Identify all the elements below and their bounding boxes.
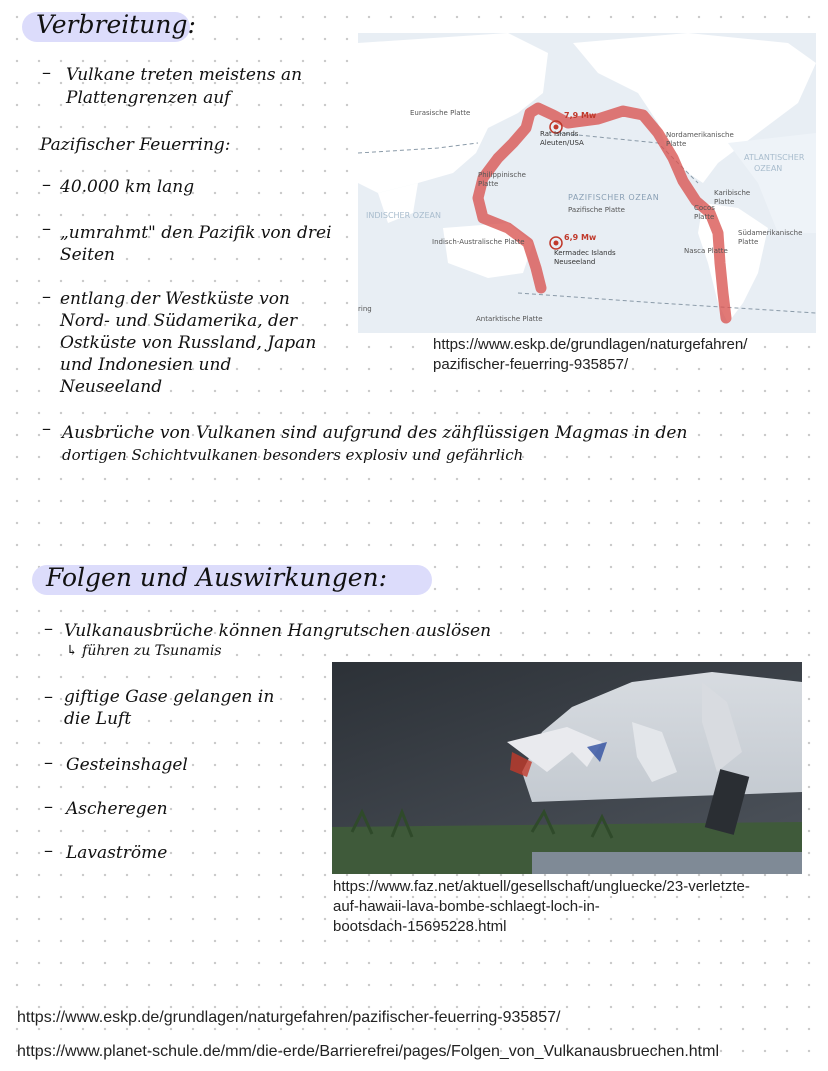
map-label-philippine-2: Platte	[478, 180, 499, 188]
photo-source-line-1[interactable]: https://www.faz.net/aktuell/gesellschaft/ungluecke/23-verletzte-	[333, 878, 750, 895]
bullet-dash: –	[42, 174, 51, 195]
s2-bullet-1: Vulkanausbrüche können Hangrutschen auslösen	[64, 621, 492, 641]
bullet-5-line-1: Ausbrüche von Vulkanen sind aufgrund des zähflüssigen Magmas in den	[62, 423, 688, 443]
map-label-kermadec-place-1: Kermadec Islands	[554, 249, 616, 257]
map-label-cocos-1: Cocos	[694, 204, 715, 212]
map-label-caribbean-1: Karibische	[714, 189, 751, 197]
map-source-line-2[interactable]: pazifischer-feuerring-935857/	[433, 356, 629, 373]
map-label-atlantic-2: OZEAN	[754, 164, 783, 173]
photo-source-line-2[interactable]: auf-hawaii-lava-bombe-schlaegt-loch-in-	[333, 898, 600, 915]
bullet-dash: –	[44, 796, 53, 817]
map-label-kermadec-mag: 6,9 Mw	[564, 233, 597, 242]
map-label-caribbean-2: Platte	[714, 198, 735, 206]
bullet-dash: –	[44, 840, 53, 861]
bullet-5-line-2: dortigen Schichtvulkanen besonders explosiv und gefährlich	[62, 446, 524, 464]
s2-bullet-5: Lavaströme	[66, 843, 168, 863]
bullet-4-line-2: Nord- und Südamerika, der	[60, 311, 298, 331]
bullet-dash: –	[44, 752, 53, 773]
map-label-kermadec-place-2: Neuseeland	[554, 258, 596, 266]
bullet-4-line-1: entlang der Westküste von	[60, 289, 290, 309]
section-title-folgen: Folgen und Auswirkungen:	[46, 563, 388, 592]
map-label-eurasian: Eurasische Platte	[410, 109, 471, 117]
bullet-4-line-3: Ostküste von Russland, Japan	[60, 333, 317, 353]
map-source-line-1[interactable]: https://www.eskp.de/grundlagen/naturgefahren/	[433, 336, 748, 353]
map-label-left-edge: ring	[358, 305, 372, 313]
s2-bullet-2-line-1: giftige Gase gelangen in	[64, 687, 275, 707]
s2-bullet-3: Gesteinshagel	[66, 755, 188, 775]
bullet-3-line-2: Seiten	[60, 245, 115, 265]
bullet-1-line-1: Vulkane treten meistens an	[66, 65, 303, 85]
map-graphic	[358, 33, 816, 333]
map-label-south-am-2: Platte	[738, 238, 759, 246]
source-link-2[interactable]: https://www.planet-schule.de/mm/die-erde/Barrierefrei/pages/Folgen_von_Vulkanausbruechen.html	[17, 1043, 720, 1060]
map-label-north-am-1: Nordamerikanische	[666, 131, 734, 139]
bullet-dash: –	[42, 218, 51, 239]
bullet-dash: –	[42, 286, 51, 307]
bullet-4-line-5: Neuseeland	[60, 377, 163, 397]
s2-bullet-4: Ascheregen	[66, 799, 168, 819]
s2-bullet-2-line-2: die Luft	[64, 709, 132, 729]
ring-of-fire-map	[358, 33, 816, 333]
bullet-2-line-1: 40.000 km lang	[60, 177, 195, 197]
bullet-dash: –	[44, 618, 53, 639]
map-label-nasca: Nasca Platte	[684, 247, 728, 255]
map-label-atlantic-1: ATLANTISCHER	[744, 153, 805, 162]
bullet-1-line-2: Plattengrenzen auf	[66, 88, 231, 108]
photo-source-line-3[interactable]: bootsdach-15695228.html	[333, 918, 507, 935]
s2-bullet-1-sub: ↳ führen zu Tsunamis	[66, 643, 222, 659]
map-label-indo-aus: Indisch-Australische Platte	[432, 238, 525, 246]
map-label-rat-place-1: Rat Islands	[540, 130, 579, 138]
map-label-pacific-plate: Pazifische Platte	[568, 206, 625, 214]
lava-bomb-boat-roof-photo	[332, 662, 802, 874]
bullet-dash: –	[42, 418, 51, 439]
map-label-north-am-2: Platte	[666, 140, 687, 148]
map-label-pacific-ocean: PAZIFISCHER OZEAN	[568, 193, 660, 202]
map-label-antarctic: Antarktische Platte	[476, 315, 543, 323]
map-label-south-am-1: Südamerikanische	[738, 229, 803, 237]
subheading-feuerring: Pazifischer Feuerring:	[40, 135, 231, 155]
map-label-philippine-1: Philippinische	[478, 171, 526, 179]
photo-graphic	[332, 662, 802, 874]
bullet-dash: –	[44, 686, 53, 707]
map-label-indian-ocean: INDISCHER OZEAN	[366, 211, 441, 220]
map-label-rat-place-2: Aleuten/USA	[540, 139, 584, 147]
bullet-3-line-1: „umrahmt" den Pazifik von drei	[60, 223, 332, 243]
source-link-1[interactable]: https://www.eskp.de/grundlagen/naturgefahren/pazifischer-feuerring-935857/	[17, 1009, 561, 1026]
map-label-cocos-2: Platte	[694, 213, 715, 221]
map-label-rat-mag: 7,9 Mw	[564, 111, 597, 120]
section-title-verbreitung: Verbreitung:	[36, 10, 196, 39]
bullet-dash: –	[42, 62, 51, 83]
bullet-4-line-4: und Indonesien und	[60, 355, 232, 375]
